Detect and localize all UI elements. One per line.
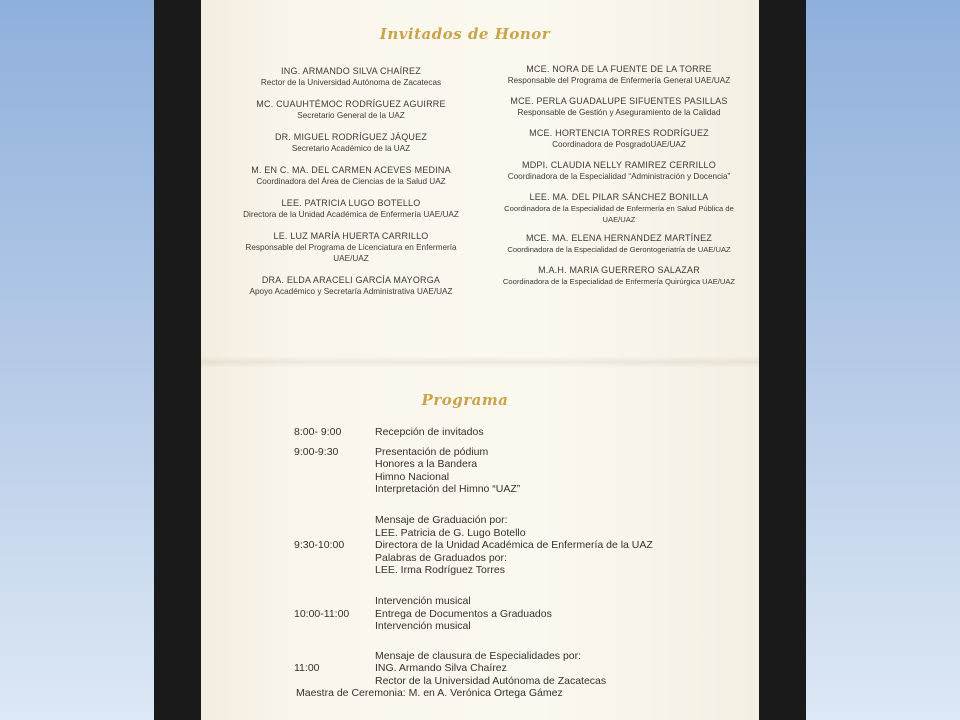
guest-name: DRA. ELDA ARACELI GARCÍA MAYORGA	[261, 275, 441, 285]
guest-role: Responsable de Gestión y Aseguramiento de la Calidad	[517, 108, 721, 117]
guest-entry	[489, 265, 749, 287]
guest-name: M. EN C. MA. DEL CARMEN ACEVES MEDINA	[251, 165, 451, 175]
honor-left-column	[221, 66, 481, 297]
guest-role: Coordinadora de la Especialidad de Enfermería Quirúrgica UAE/UAZ	[502, 277, 736, 286]
guest-role: Secretario General de la UAZ	[297, 111, 405, 120]
guest-name: MCE. MA. ELENA HERNANDEZ MARTÍNEZ	[526, 233, 712, 243]
guest-name: MCE. PERLA GUADALUPE SIFUENTES PASILLAS	[510, 96, 728, 106]
guest-name: ING. ARMANDO SILVA CHAÍREZ	[281, 66, 421, 76]
guest-role: Coordinadora de PosgradoUAE/UAZ	[552, 140, 686, 149]
guest-entry	[221, 275, 481, 297]
guest-role: Coordinadora del Área de Ciencias de la Salud UAZ	[256, 177, 446, 186]
program-activity-line: Recepción de invitados	[375, 426, 484, 438]
program-activity-line: Mensaje de clausura de Especialidades por:	[375, 649, 582, 662]
guest-name: MCE. HORTENCIA TORRES RODRÍGUEZ	[529, 128, 709, 138]
guest-role: Coordinadora de la Especialidad de Gerontogeriatría de UAE/UAZ	[507, 245, 731, 254]
guest-entry	[221, 132, 481, 154]
guest-role: Responsable del Programa de Enfermería General UAE/UAZ	[507, 76, 731, 85]
honor-right-column	[489, 64, 749, 287]
invitation-paper	[201, 0, 759, 720]
guest-role: Responsable del Programa de Licenciatura en Enfermería UAE/UAZ	[245, 243, 457, 263]
guest-entry	[489, 233, 749, 255]
program-time: 10:00-11:00	[294, 607, 350, 620]
guest-name: DR. MIGUEL RODRÍGUEZ JÁQUEZ	[274, 132, 428, 142]
program-time: 9:30-10:00	[294, 539, 345, 552]
program-activity-line: ING. Armando Silva Chaírez	[375, 662, 507, 675]
program-item	[294, 595, 744, 633]
guest-name: M.A.H. MARIA GUERRERO SALAZAR	[538, 265, 700, 275]
program-activity-line: Palabras de Graduados por:	[375, 551, 507, 564]
program-item	[294, 650, 744, 688]
program-activity-line: Directora de la Unidad Académica de Enfermería de la UAZ	[375, 539, 653, 552]
program-item	[294, 426, 744, 439]
guest-role: Secretario Académico de la UAZ	[291, 144, 411, 153]
guest-entry	[489, 192, 749, 225]
paper-fold	[201, 356, 759, 368]
program-title: Programa	[421, 391, 509, 409]
guest-entry	[221, 198, 481, 220]
guest-name: LE. LUZ MARÍA HUERTA CARRILLO	[273, 231, 429, 241]
program-time: 8:00- 9:00	[294, 426, 342, 438]
guest-role: Coordinadora de la Especialidad “Administración y Docencia”	[507, 172, 731, 181]
guest-entry	[489, 96, 749, 118]
program-activities	[375, 595, 744, 633]
program-activity-line: Honores a la Bandera	[375, 458, 478, 471]
program-schedule	[294, 426, 744, 688]
guest-role: Coordinadora de la Especialidad de Enfermería en Salud Pública de UAE/UAZ	[504, 204, 734, 224]
guest-entry	[221, 165, 481, 187]
guest-entry	[489, 64, 749, 86]
program-activity-line: Intervención musical	[375, 620, 471, 633]
program-activities	[375, 514, 744, 577]
program-activity-line: Interpretación del Himno “UAZ”	[375, 483, 521, 496]
guest-role: Apoyo Académico y Secretaría Administrativa UAE/UAZ	[249, 287, 453, 296]
guest-entry	[221, 66, 481, 88]
program-activity-line: Intervención musical	[375, 594, 471, 607]
program-activity-line: LEE. Irma Rodríguez Torres	[375, 564, 505, 577]
guest-name: MC. CUAUHTÉMOC RODRÍGUEZ AGUIRRE	[256, 99, 446, 109]
program-activity-line: Entrega de Documentos a Graduados	[375, 607, 552, 620]
program-activity-line: Himno Nacional	[375, 470, 450, 483]
guest-entry	[221, 231, 481, 264]
guest-name: LEE. PATRICIA LUGO BOTELLO	[281, 198, 421, 208]
guest-name: LEE. MA. DEL PILAR SÁNCHEZ BONILLA	[529, 192, 709, 202]
guest-role: Rector de la Universidad Autónoma de Zacatecas	[260, 78, 442, 87]
master-of-ceremony: Maestra de Ceremonia: M. en A. Verónica Ortega Gámez	[296, 687, 563, 699]
guest-entry	[221, 99, 481, 121]
guest-entry	[489, 160, 749, 182]
guest-entry	[489, 128, 749, 150]
program-activities	[375, 650, 744, 688]
program-item	[294, 446, 744, 496]
program-time: 9:00-9:30	[294, 445, 339, 458]
program-activity-line: LEE. Patricia de G. Lugo Botello	[375, 526, 526, 539]
program-activity-line: Presentación de pódium	[375, 445, 489, 458]
program-activity-line: Mensaje de Graduación por:	[375, 513, 508, 526]
program-item	[294, 514, 744, 577]
program-time: 11:00	[294, 662, 320, 675]
guest-name: MDPI. CLAUDIA NELLY RAMIREZ CERRILLO	[522, 160, 716, 170]
honor-guests-title: Invitados de Honor	[379, 25, 551, 43]
program-activities	[375, 446, 744, 496]
program-activity-line: Rector de la Universidad Autónoma de Zacatecas	[375, 674, 607, 687]
program-activities	[375, 426, 744, 439]
guest-role: Directora de la Unidad Académica de Enfermería UAE/UAZ	[243, 210, 459, 219]
guest-name: MCE. NORA DE LA FUENTE DE LA TORRE	[526, 64, 712, 74]
